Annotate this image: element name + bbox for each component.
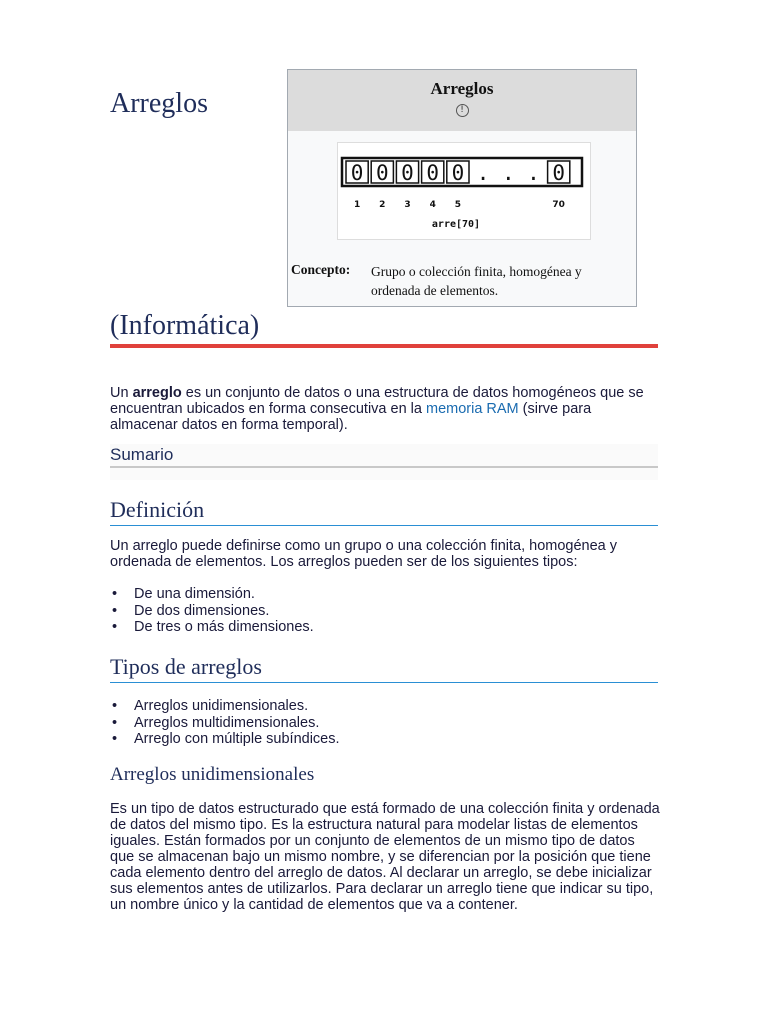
array-cell-value: .	[476, 161, 490, 185]
definicion-list	[110, 586, 314, 636]
list-item: • Arreglos unidimensionales.	[110, 698, 340, 715]
array-cell-value: .	[527, 161, 540, 185]
list-item: • De tres o más dimensiones.	[110, 619, 314, 636]
array-cell-value: 0	[426, 161, 440, 185]
info-icon[interactable]: !	[456, 104, 469, 117]
infobox-header	[288, 70, 636, 131]
list-item: • Arreglo con múltiple subíndices.	[110, 731, 340, 748]
definicion-paragraph: Un arreglo puede definirse como un grupo o una colección finita, homogénea y ordenada de elementos. Los arreglos pueden ser de los siguientes tipos:	[110, 538, 618, 570]
array-diagram	[338, 143, 590, 239]
intro-post: (sirve para almacenar datos en forma temporal).	[110, 401, 592, 433]
tipos-list	[110, 698, 340, 748]
intro-paragraph	[110, 385, 660, 433]
heading-unidimensionales: Arreglos unidimensionales	[110, 764, 315, 785]
array-index-label: 1	[353, 200, 361, 210]
array-index-label: 70	[552, 200, 565, 210]
intro-pre: Un	[110, 385, 133, 401]
array-cell-value: 0	[350, 161, 364, 185]
array-caption: arre[70]	[431, 219, 481, 230]
heading-tipos: Tipos de arreglos	[110, 654, 658, 683]
page-title: Arreglos	[110, 88, 208, 119]
table-of-contents[interactable]	[110, 444, 658, 480]
infobox-title: Arreglos	[430, 79, 494, 98]
array-cell-value: 0	[451, 161, 465, 185]
list-item: • De dos dimensiones.	[110, 603, 314, 620]
toc-title[interactable]: Sumario	[110, 444, 658, 468]
list-item: • Arreglos multidimensionales.	[110, 715, 340, 732]
infobox	[287, 69, 637, 307]
array-diagram-image	[337, 142, 591, 240]
unidimensionales-paragraph: Es un tipo de datos estructurado que está formado de una colección finita y ordenada de datos del mismo tipo. Es la estructura natural para modelar listas de elementos iguales. Están formados por un conjunto de elementos de un mismo tipo de datos que se almacenan bajo un mismo nombre, y se diferencian por la posición que tiene cada elemento dentro del arreglo de datos. Al declarar un arreglo, se debe inicializar sus elementos antes de utilizarlos. Para declarar un arreglo tiene que indicar su tipo, un nombre único y la cantidad de elementos que va a contener.	[110, 801, 660, 913]
array-index-label: 2	[379, 200, 386, 210]
infobox-value: Grupo o colección finita, homogénea y ordenada de elementos.	[371, 264, 582, 298]
heading-definicion: Definición	[110, 497, 658, 526]
list-item: • De una dimensión.	[110, 586, 314, 603]
intro-bold-term: arreglo	[132, 385, 182, 401]
array-cell-value: .	[501, 161, 515, 185]
array-cell-value: 0	[375, 161, 389, 185]
array-cell-value: 0	[552, 161, 566, 185]
array-index-label: 4	[429, 200, 436, 210]
intro-mid: es un conjunto de datos o una estructura de datos homogéneos que se encuentran ubicados en forma consecutiva en la	[110, 385, 644, 417]
page-subtitle: (Informática)	[110, 310, 658, 348]
infobox-label: Concepto:	[291, 262, 351, 277]
array-index-label: 3	[404, 200, 411, 210]
memoria-ram-link[interactable]: memoria RAM	[425, 401, 519, 417]
array-cell-value: 0	[401, 161, 414, 185]
array-index-label: 5	[454, 200, 462, 210]
